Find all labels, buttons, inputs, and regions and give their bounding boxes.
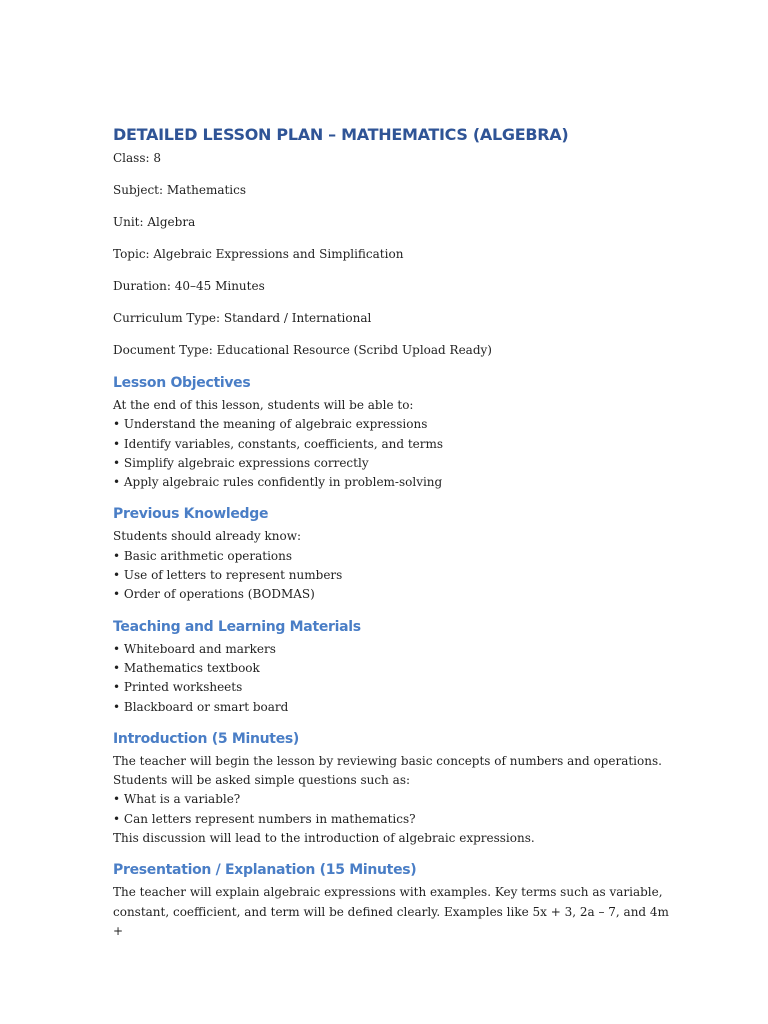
paragraph-line: The teacher will explain algebraic expressions with examples. Key terms such as variable, [113,885,663,900]
section-introduction [113,729,673,848]
paragraph-line: The teacher will begin the lesson by reviewing basic concepts of numbers and operations. [113,753,662,768]
section-teaching-materials [113,617,673,717]
section-heading: Teaching and Learning Materials [113,618,361,635]
section-heading: Presentation / Explanation (15 Minutes) [113,862,417,879]
list-item: • Printed worksheets [113,680,243,695]
document-title: DETAILED LESSON PLAN – MATHEMATICS (ALGEBRA) [113,125,569,144]
unit-line: Unit: Algebra [113,215,196,229]
section-intro: At the end of this lesson, students will be able to: [113,398,414,412]
list-item: • Whiteboard and markers [113,641,276,656]
document-page [113,124,673,941]
list-item: • Simplify algebraic expressions correctly [113,455,369,470]
list-item: • Mathematics textbook [113,660,260,675]
list-item: • Blackboard or smart board [113,699,289,714]
lesson-details [113,150,673,358]
list-item: • Understand the meaning of algebraic expressions [113,417,428,432]
subject-line: Subject: Mathematics [113,183,247,197]
list-item: • Can letters represent numbers in mathematics? [113,811,416,826]
paragraph-line: This discussion will lead to the introduction of algebraic expressions. [113,831,535,846]
previous-knowledge-list [113,547,673,605]
section-heading: Lesson Objectives [113,375,251,391]
duration-line: Duration: 40–45 Minutes [113,279,265,293]
list-item: • Basic arithmetic operations [113,548,293,563]
document-type-line: Document Type: Educational Resource (Scribd Upload Ready) [113,343,492,357]
list-item: • Use of letters to represent numbers [113,568,343,583]
section-heading: Introduction (5 Minutes) [113,730,300,747]
section-presentation [113,860,673,941]
paragraph-line: constant, coefficient, and term will be defined clearly. Examples like 5x + 3, 2a – 7, and 4m + [113,904,669,938]
curriculum-type-line: Curriculum Type: Standard / International [113,311,372,325]
topic-line: Topic: Algebraic Expressions and Simplification [113,247,404,261]
section-lesson-objectives [113,373,673,492]
list-item: • Identify variables, constants, coefficients, and terms [113,436,444,451]
materials-list [113,640,673,717]
list-item: • Order of operations (BODMAS) [113,587,315,602]
list-item: • Apply algebraic rules confidently in problem-solving [113,475,443,490]
section-previous-knowledge [113,504,673,604]
paragraph-line: Students will be asked simple questions such as: [113,773,411,788]
list-item: • What is a variable? [113,792,241,807]
section-heading: Previous Knowledge [113,506,269,523]
objectives-list [113,415,673,492]
section-intro: Students should already know: [113,529,302,544]
class-line: Class: 8 [113,151,161,165]
